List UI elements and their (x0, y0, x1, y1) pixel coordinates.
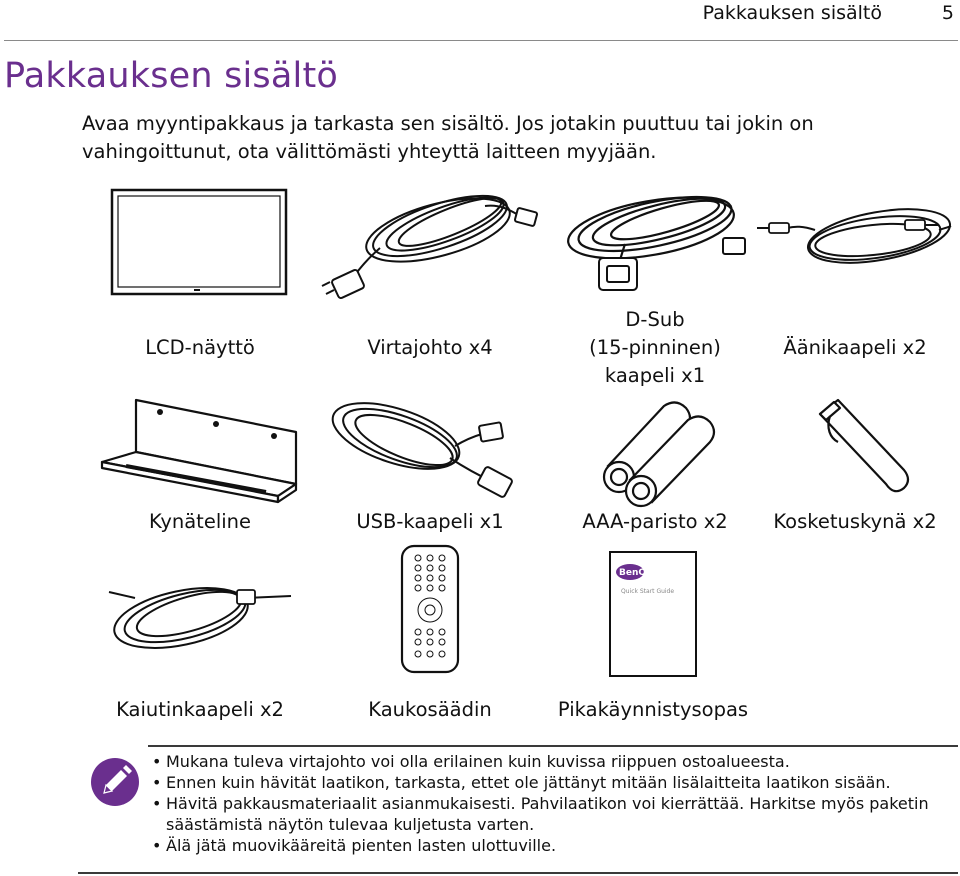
item-label: Kynäteline (148, 510, 252, 533)
item-power-cord (320, 186, 540, 370)
stylus-icon (790, 398, 920, 502)
item-dsub-cable (555, 186, 755, 391)
item-label: Kosketuskynä x2 (773, 510, 937, 533)
item-label: USB-kaapeli x1 (356, 510, 504, 533)
item-quick-start-guide (553, 550, 753, 726)
item-aaa-battery (555, 400, 755, 550)
item-label: Pikakäynnistysopas (557, 698, 749, 721)
audio-cable-icon (755, 190, 955, 280)
guide-brand: BenQ (619, 568, 647, 578)
page-title: Pakkauksen sisältö (4, 56, 338, 96)
usb-cable-icon (330, 398, 530, 508)
note-bottom-rule (78, 872, 958, 874)
pencil-note-icon (90, 757, 140, 807)
remote-control-icon (400, 544, 460, 674)
item-label: Äänikaapeli x2 (783, 336, 927, 359)
item-speaker-cable (100, 576, 300, 726)
item-label: AAA-paristo x2 (582, 510, 728, 533)
battery-icon (590, 400, 720, 504)
running-header (0, 2, 960, 40)
dsub-cable-icon (555, 186, 755, 301)
note-item: • Mukana tuleva virtajohto voi olla erilainen kuin kuvissa riippuen ostoalueesta. (152, 751, 952, 772)
item-label-line: (15-pinninen) (589, 336, 721, 359)
note-top-rule (148, 745, 958, 747)
item-usb-cable (330, 398, 530, 548)
item-pen-tray (96, 396, 304, 546)
running-title: Pakkauksen sisältö (702, 2, 882, 24)
pen-tray-icon (96, 396, 304, 498)
intro-paragraph: Avaa myyntipakkaus ja tarkasta sen sisältö. Jos jotakin puuttuu tai jokin on vahingoittunut, ota välittömästi yhteyttä laitteen myyjään. (82, 112, 814, 163)
notes-list (152, 751, 952, 856)
power-cord-icon (320, 186, 540, 301)
note-item: • Hävitä pakkausmateriaalit asianmukaisesti. Pahvilaatikon voi kierrättää. Harkitse myös paketin säästämistä näytön tulevaa kuljetusta varten. (152, 793, 952, 835)
item-stylus (755, 398, 955, 548)
item-label: Virtajohto x4 (367, 336, 493, 359)
item-audio-cable (755, 190, 955, 370)
item-label-line: kaapeli x1 (604, 364, 706, 387)
lcd-display-icon (110, 188, 290, 300)
item-label: LCD-näyttö (145, 336, 255, 359)
item-label: Kaukosäädin (368, 698, 492, 721)
note-item: • Ennen kuin hävität laatikon, tarkasta, ettet ole jättänyt mitään lisälaitteita laatikon sisään. (152, 772, 952, 793)
item-label-line: D-Sub (625, 308, 685, 331)
note-item: • Älä jätä muovikääreitä pienten lasten ulottuville. (152, 835, 952, 856)
header-rule (4, 40, 958, 41)
page-number: 5 (941, 2, 954, 24)
guide-cover-text: Quick Start Guide (621, 588, 675, 595)
item-remote-control (330, 544, 530, 726)
item-label: Kaiutinkaapeli x2 (116, 698, 284, 721)
speaker-cable-icon (105, 576, 295, 656)
item-lcd-display (100, 188, 300, 368)
